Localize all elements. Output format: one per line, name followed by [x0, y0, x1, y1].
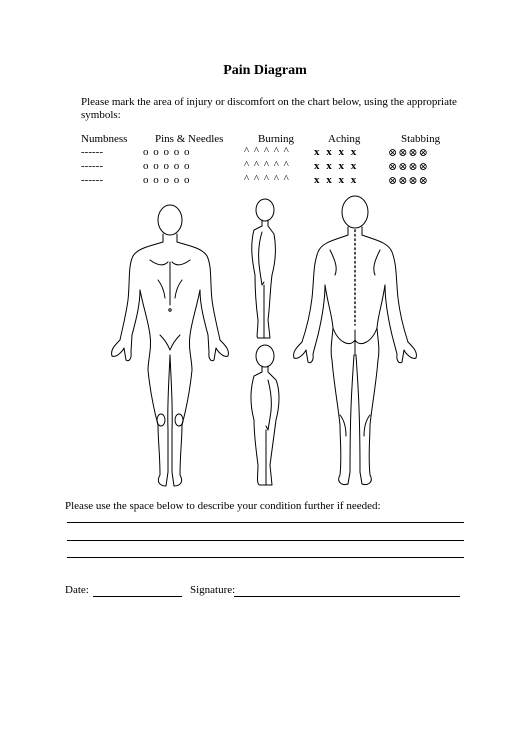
body-diagram[interactable]	[0, 190, 530, 495]
body-side-view-right[interactable]	[252, 199, 276, 338]
legend-burning-symbol: ^ ^ ^ ^ ^	[244, 159, 290, 171]
legend-aching-symbol: x x x x	[314, 146, 359, 158]
body-front-view[interactable]	[112, 205, 229, 486]
signature-label: Signature:	[190, 584, 236, 596]
legend-stabbing-symbol: ⊗⊗⊗⊗	[388, 175, 429, 187]
legend-numbness-symbol: ------	[81, 174, 103, 186]
legend-aching-symbol: x x x x	[314, 160, 359, 172]
legend-numbness-symbol: ------	[81, 146, 103, 158]
writing-line-2[interactable]	[67, 540, 464, 541]
date-label: Date:	[65, 584, 89, 596]
legend-header-aching: Aching	[328, 133, 361, 145]
legend-header-stabbing: Stabbing	[401, 133, 441, 145]
legend-pins-symbol: o o o o o	[143, 160, 191, 172]
legend-stabbing-symbol: ⊗⊗⊗⊗	[388, 147, 429, 159]
describe-prompt: Please use the space below to describe your condition further if needed:	[65, 500, 381, 512]
legend-stabbing-symbol: ⊗⊗⊗⊗	[388, 161, 429, 173]
legend-aching-symbol: x x x x	[314, 174, 359, 186]
legend-pins-symbol: o o o o o	[143, 146, 191, 158]
instructions-text: Please mark the area of injury or discomfort on the chart below, using the appropriate symbols:	[81, 96, 457, 121]
body-side-view-left[interactable]	[251, 345, 279, 485]
legend-burning-symbol: ^ ^ ^ ^ ^	[244, 173, 290, 185]
signature-field[interactable]	[234, 596, 460, 597]
legend-header-numbness: Numbness	[81, 133, 128, 145]
date-field[interactable]	[93, 596, 182, 597]
legend-pins-symbol: o o o o o	[143, 174, 191, 186]
writing-line-3[interactable]	[67, 557, 464, 558]
legend-numbness-symbol: ------	[81, 160, 103, 172]
legend-header-pins-needles: Pins & Needles	[155, 133, 224, 145]
legend-header-burning: Burning	[258, 133, 295, 145]
body-back-view[interactable]	[294, 196, 417, 485]
writing-line-1[interactable]	[67, 522, 464, 523]
page-title: Pain Diagram	[223, 63, 307, 78]
legend-burning-symbol: ^ ^ ^ ^ ^	[244, 145, 290, 157]
